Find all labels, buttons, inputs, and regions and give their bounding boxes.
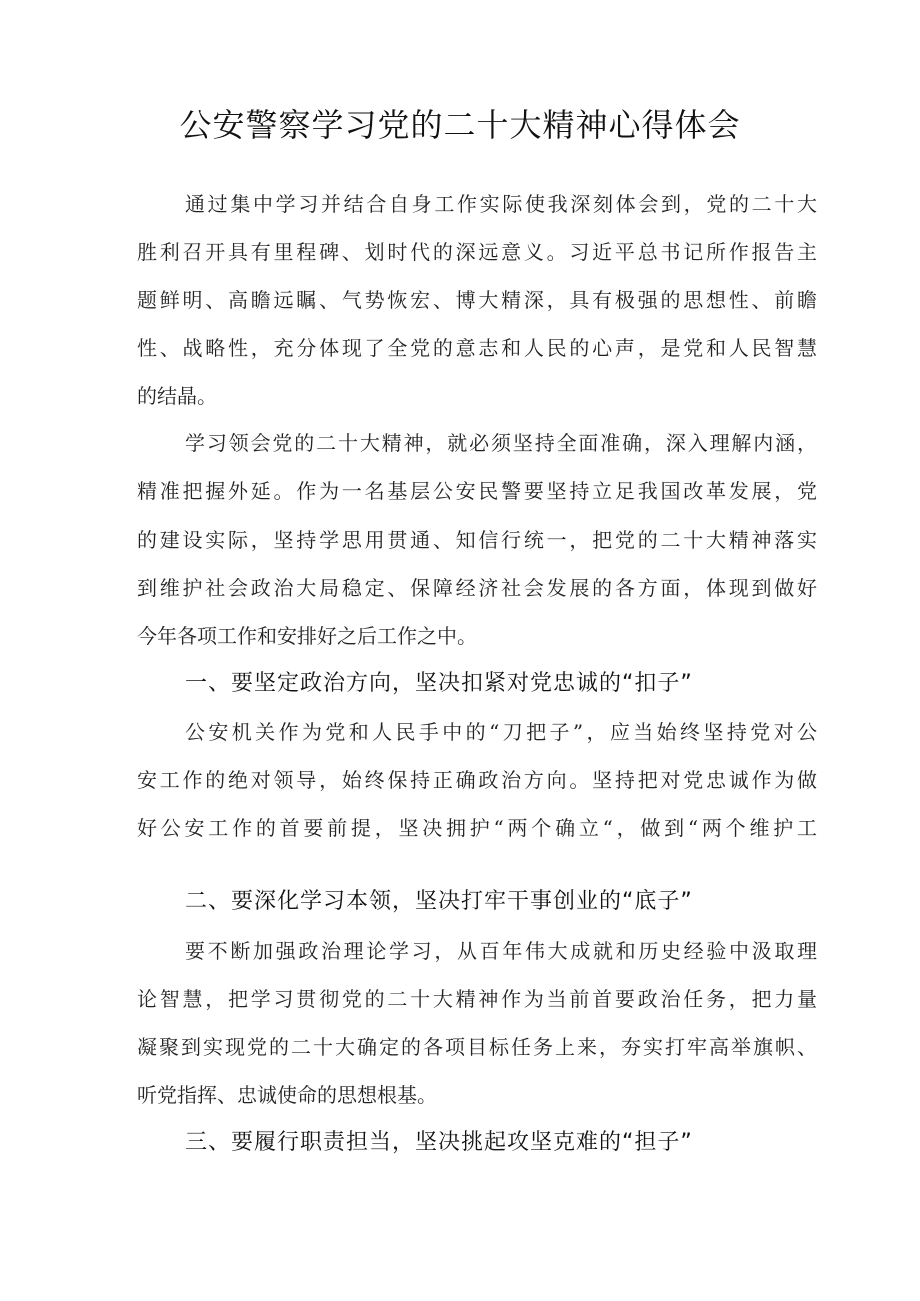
section-1-line: 公安机关作为党和人民手中的“刀把子”，应当始终坚持党对公 xyxy=(185,720,817,744)
section-2-line: 要不断加强政治理论学习，从百年伟大成就和历史经验中汲取理 xyxy=(185,939,817,963)
section-heading-1: 一、要坚定政治方向，坚决扣紧对党忠诚的“扣子” xyxy=(185,671,693,696)
section-2-line: 凝聚到实现党的二十大确定的各项目标任务上来，夯实打牢高举旗帜、 xyxy=(137,1035,817,1059)
section-2-line: 论智慧，把学习贯彻党的二十大精神作为当前首要政治任务，把力量 xyxy=(137,987,817,1011)
paragraph-1-line: 通过集中学习并结合自身工作实际使我深刻体会到，党的二十大 xyxy=(185,192,817,216)
paragraph-2-line: 精准把握外延。作为一名基层公安民警要坚持立足我国改革发展，党 xyxy=(137,479,817,503)
paragraph-2-line: 今年各项工作和安排好之后工作之中。 xyxy=(137,624,477,648)
section-2-line: 听党指挥、忠诚使命的思想根基。 xyxy=(137,1083,437,1107)
section-heading-3: 三、要履行职责担当，坚决挑起攻坚克难的“担子” xyxy=(185,1130,693,1155)
section-heading-2: 二、要深化学习本领，坚决打牢干事创业的“底子” xyxy=(185,889,693,914)
paragraph-1-line: 胜利召开具有里程碑、划时代的深远意义。习近平总书记所作报告主 xyxy=(137,240,817,264)
document-title: 公安警察学习党的二十大精神心得体会 xyxy=(179,106,741,144)
paragraph-2-line: 的建设实际，坚持学思用贯通、知信行统一，把党的二十大精神落实 xyxy=(137,528,817,552)
section-1-line: 安工作的绝对领导，始终保持正确政治方向。坚持把对党忠诚作为做 xyxy=(137,768,817,792)
paragraph-2-line: 到维护社会政治大局稳定、保障经济社会发展的各方面，体现到做好 xyxy=(137,576,817,600)
paragraph-1-line: 题鲜明、高瞻远瞩、气势恢宏、博大精深，具有极强的思想性、前瞻 xyxy=(137,288,817,312)
section-1-line: 好公安工作的首要前提，坚决拥护“两个确立“，做到“两个维护工 xyxy=(137,816,817,840)
paragraph-2-line: 学习领会党的二十大精神，就必须坚持全面准确，深入理解内涵， xyxy=(185,431,817,455)
paragraph-1-line: 的结晶。 xyxy=(137,384,217,408)
paragraph-1-line: 性、战略性，充分体现了全党的意志和人民的心声，是党和人民智慧 xyxy=(137,336,817,360)
